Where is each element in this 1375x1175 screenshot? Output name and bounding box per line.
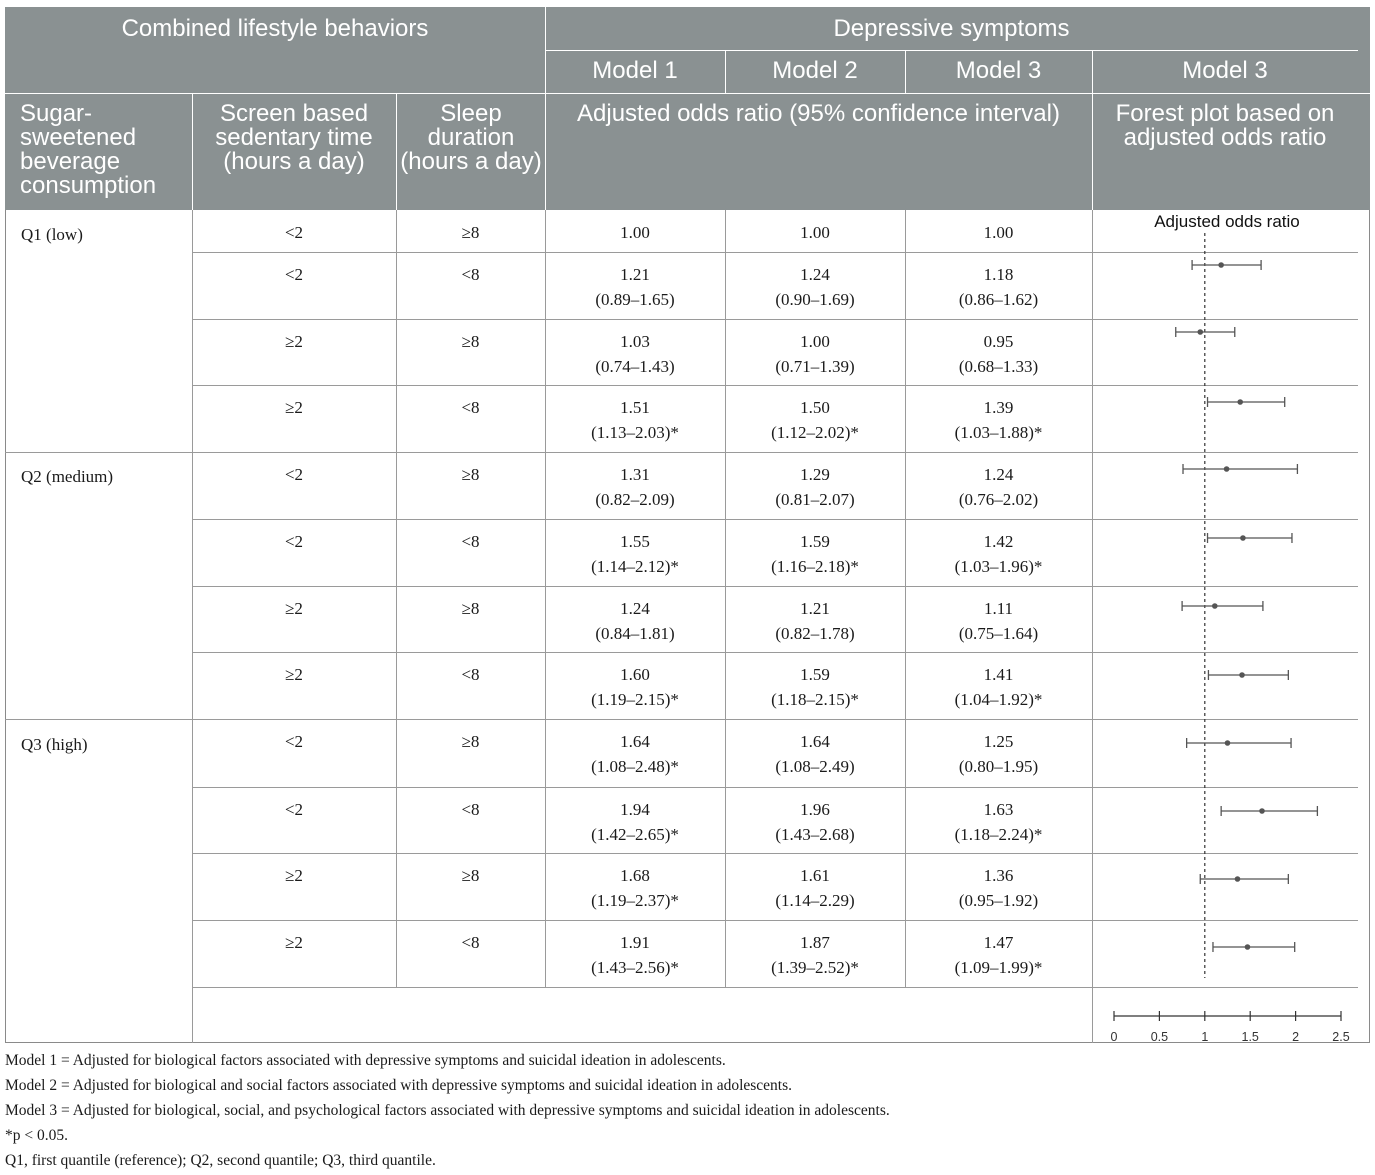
confidence-interval-value: (0.90–1.69) xyxy=(775,290,855,309)
odds-ratio-value: 1.91 xyxy=(620,933,650,952)
confidence-interval-value: (1.18–2.24)* xyxy=(954,825,1043,844)
group-label-q2: Q2 (medium) xyxy=(21,467,114,486)
odds-ratio-value: 1.00 xyxy=(983,223,1014,242)
model3-header: Model 3 xyxy=(955,57,1042,84)
odds-ratio-value: 1.24 xyxy=(620,599,650,618)
odds-ratio-value: 1.25 xyxy=(983,732,1014,751)
odds-ratio-value: 1.00 xyxy=(800,223,830,242)
screen-time-cell: <2 xyxy=(284,223,304,242)
odds-ratio-value: 1.94 xyxy=(620,800,650,819)
screen-time-cell: <2 xyxy=(284,732,304,751)
odds-ratio-value: 1.64 xyxy=(800,732,830,751)
confidence-interval-value: (1.08–2.48)* xyxy=(591,757,679,776)
confidence-interval-value: (1.03–1.96)* xyxy=(954,557,1043,576)
sleep-duration-cell: <8 xyxy=(461,933,480,952)
confidence-interval-value: (0.74–1.43) xyxy=(595,357,675,376)
screen-time-cell: ≥2 xyxy=(285,933,303,952)
odds-ratio-value: 1.51 xyxy=(620,398,650,417)
sleep-duration-cell: ≥8 xyxy=(461,223,480,242)
sleep-duration-cell: ≥8 xyxy=(461,866,480,885)
odds-ratio-value: 1.31 xyxy=(620,465,650,484)
depressive-symptoms-header: Depressive symptoms xyxy=(833,15,1070,42)
screen-time-cell: ≥2 xyxy=(285,332,303,351)
screen-time-cell: <2 xyxy=(284,800,304,819)
footnote-model2: Model 2 = Adjusted for biological and social factors associated with depressive symptoms and suicidal ideation in adolescents. xyxy=(5,1077,793,1094)
sleep-duration-cell: <8 xyxy=(461,398,480,417)
x-tick-label: 0 xyxy=(1110,1030,1118,1044)
odds-ratio-value: 1.03 xyxy=(620,332,650,351)
odds-ratio-point xyxy=(1245,944,1251,950)
odds-ratio-value: 1.96 xyxy=(800,800,830,819)
confidence-interval-value: (0.68–1.33) xyxy=(958,357,1039,376)
screen-time-cell: ≥2 xyxy=(285,398,303,417)
x-tick-label: 2.5 xyxy=(1332,1030,1350,1044)
odds-ratio-value: 1.47 xyxy=(983,933,1014,952)
odds-ratio-value: 1.24 xyxy=(800,265,830,284)
confidence-interval-value: (1.43–2.56)* xyxy=(591,958,679,977)
confidence-interval-value: (0.75–1.64) xyxy=(958,624,1039,643)
confidence-interval-value: (0.89–1.65) xyxy=(595,290,675,309)
odds-ratio-value: 1.36 xyxy=(983,866,1014,885)
confidence-interval-value: (1.16–2.18)* xyxy=(771,557,859,576)
confidence-interval-value: (1.14–2.29) xyxy=(775,891,855,910)
confidence-interval-value: (0.80–1.95) xyxy=(958,757,1039,776)
group-label-q1: Q1 (low) xyxy=(21,225,83,244)
aor-column-header: Adjusted odds ratio (95% confidence interval) xyxy=(577,100,1060,127)
group-label-q3: Q3 (high) xyxy=(21,735,88,754)
odds-ratio-point xyxy=(1239,672,1245,678)
confidence-interval-value: (0.86–1.62) xyxy=(958,290,1039,309)
confidence-interval-value: (0.81–2.07) xyxy=(775,490,855,509)
footnote-model3: Model 3 = Adjusted for biological, social, and psychological factors associated with depressive symptoms and suicidal ideation in adolescents. xyxy=(5,1102,890,1119)
x-tick-label: 1 xyxy=(1201,1030,1209,1044)
ssb-column-header: Sugar-sweetened beverage consumption xyxy=(20,100,157,199)
odds-ratio-value: 1.39 xyxy=(983,398,1014,417)
model2-header: Model 2 xyxy=(772,57,858,84)
confidence-interval-value: (1.03–1.88)* xyxy=(954,423,1043,442)
odds-ratio-value: 1.42 xyxy=(983,532,1014,551)
screen-time-cell: ≥2 xyxy=(285,599,303,618)
sleep-duration-cell: ≥8 xyxy=(461,465,480,484)
odds-ratio-value: 1.29 xyxy=(800,465,830,484)
confidence-interval-value: (1.12–2.02)* xyxy=(771,423,859,442)
odds-ratio-value: 1.63 xyxy=(983,800,1014,819)
odds-ratio-point xyxy=(1237,399,1243,405)
odds-ratio-value: 1.21 xyxy=(620,265,650,284)
odds-ratio-value: 1.60 xyxy=(620,665,650,684)
sleep-duration-cell: <8 xyxy=(461,800,480,819)
odds-ratio-point xyxy=(1225,740,1231,746)
combined-lifestyle-header: Combined lifestyle behaviors xyxy=(121,15,429,42)
odds-ratio-value: 1.24 xyxy=(983,465,1014,484)
confidence-interval-value: (0.95–1.92) xyxy=(958,891,1039,910)
odds-ratio-value: 1.59 xyxy=(800,665,830,684)
odds-ratio-value: 1.18 xyxy=(983,265,1014,284)
sleep-duration-cell: ≥8 xyxy=(461,332,480,351)
odds-ratio-value: 1.68 xyxy=(620,866,650,885)
sleep-duration-cell: <8 xyxy=(461,532,480,551)
odds-ratio-value: 1.61 xyxy=(800,866,830,885)
odds-ratio-point xyxy=(1259,808,1265,814)
screen-time-cell: <2 xyxy=(284,465,304,484)
confidence-interval-value: (1.19–2.37)* xyxy=(591,891,679,910)
screen-time-cell: ≥2 xyxy=(285,866,303,885)
confidence-interval-value: (0.82–1.78) xyxy=(775,624,855,643)
odds-ratio-value: 1.50 xyxy=(800,398,830,417)
sleep-column-header: Sleep duration (hours a day) xyxy=(400,100,542,175)
odds-ratio-value: 1.59 xyxy=(800,532,830,551)
footnote-quantiles: Q1, first quantile (reference); Q2, second quantile; Q3, third quantile. xyxy=(5,1152,436,1169)
footnote-significance: *p < 0.05. xyxy=(5,1127,68,1144)
odds-ratio-value: 1.00 xyxy=(800,332,830,351)
x-tick-label: 2 xyxy=(1292,1030,1300,1044)
odds-ratio-point xyxy=(1224,466,1230,472)
screen-time-cell: <2 xyxy=(284,532,304,551)
odds-ratio-value: 0.95 xyxy=(983,332,1014,351)
confidence-interval-value: (0.71–1.39) xyxy=(775,357,855,376)
confidence-interval-value: (1.39–2.52)* xyxy=(771,958,859,977)
model1-header: Model 1 xyxy=(592,57,678,84)
model3-plot-header: Model 3 xyxy=(1182,57,1268,84)
odds-ratio-point xyxy=(1235,876,1241,882)
confidence-interval-value: (1.13–2.03)* xyxy=(591,423,679,442)
odds-ratio-value: 1.64 xyxy=(620,732,650,751)
sleep-duration-cell: <8 xyxy=(461,665,480,684)
sleep-duration-cell: ≥8 xyxy=(461,732,480,751)
confidence-interval-value: (1.42–2.65)* xyxy=(591,825,679,844)
odds-ratio-value: 1.55 xyxy=(620,532,650,551)
confidence-interval-value: (0.84–1.81) xyxy=(595,624,675,643)
screen-time-cell: ≥2 xyxy=(285,665,303,684)
confidence-interval-value: (1.08–2.49) xyxy=(775,757,855,776)
x-tick-label: 1.5 xyxy=(1241,1030,1259,1044)
sleep-duration-cell: <8 xyxy=(461,265,480,284)
sleep-duration-cell: ≥8 xyxy=(461,599,480,618)
forest-column-header: Forest plot based on adjusted odds ratio xyxy=(1115,100,1335,151)
confidence-interval-value: (0.82–2.09) xyxy=(595,490,675,509)
x-tick-label: 0.5 xyxy=(1150,1030,1169,1044)
confidence-interval-value: (1.19–2.15)* xyxy=(591,690,679,709)
odds-ratio-point xyxy=(1197,329,1203,335)
forest-plot-title: Adjusted odds ratio xyxy=(1154,212,1300,231)
odds-ratio-value: 1.41 xyxy=(983,665,1014,684)
confidence-interval-value: (1.14–2.12)* xyxy=(591,557,679,576)
confidence-interval-value: (1.04–1.92)* xyxy=(954,690,1043,709)
confidence-interval-value: (1.18–2.15)* xyxy=(771,690,859,709)
screen-time-cell: <2 xyxy=(284,265,304,284)
footnote-model1: Model 1 = Adjusted for biological factors associated with depressive symptoms and suicidal ideation in adolescents. xyxy=(5,1052,726,1069)
odds-ratio-point xyxy=(1212,603,1218,609)
confidence-interval-value: (1.43–2.68) xyxy=(775,825,855,844)
screen-time-column-header: Screen based sedentary time (hours a day) xyxy=(215,100,373,175)
odds-ratio-value: 1.21 xyxy=(800,599,830,618)
odds-ratio-value: 1.11 xyxy=(983,599,1014,618)
odds-ratio-point xyxy=(1240,535,1246,541)
confidence-interval-value: (0.76–2.02) xyxy=(958,490,1039,509)
odds-ratio-value: 1.87 xyxy=(800,933,830,952)
confidence-interval-value: (1.09–1.99)* xyxy=(954,958,1043,977)
odds-ratio-point xyxy=(1218,262,1224,268)
odds-ratio-value: 1.00 xyxy=(620,223,650,242)
